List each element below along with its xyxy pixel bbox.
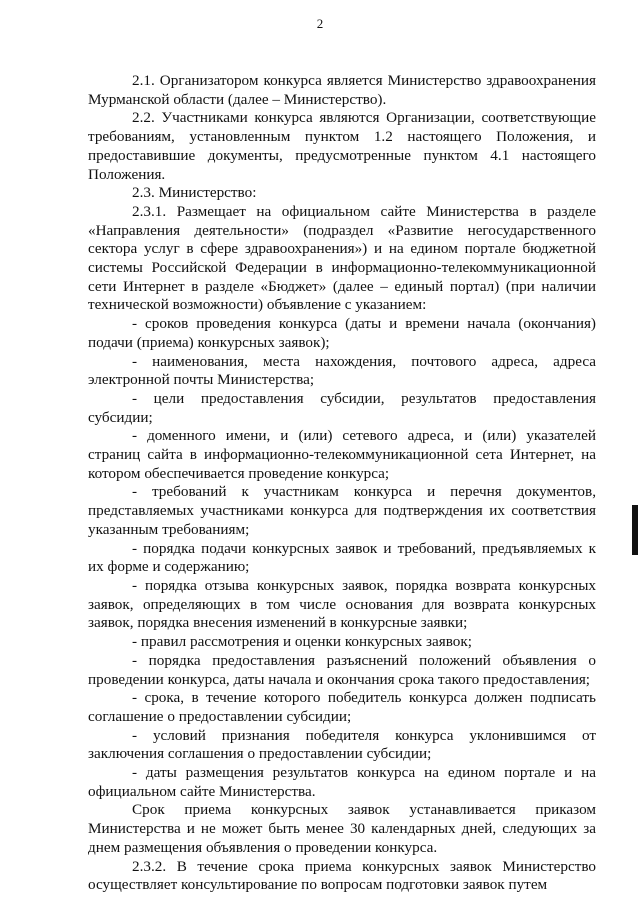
- list-item: - порядка отзыва конкурсных заявок, порядка возврата конкурсных заявок, определяющих в том числе основания для возврата конкурсных заявок, порядка внесения изменений в конкурсные заявки;: [88, 576, 596, 632]
- list-item: - наименования, места нахождения, почтового адреса, адреса электронной почты Министерства;: [88, 352, 596, 389]
- paragraph-2-3: 2.3. Министерство:: [132, 184, 257, 202]
- list-item: - цели предоставления субсидии, результатов предоставления субсидии;: [88, 389, 596, 426]
- list-item: - требований к участникам конкурса и перечня документов, представляемых участниками конкурса для подтверждения их соответствия указанным требованиям;: [88, 483, 596, 538]
- page-number: 2: [316, 16, 324, 31]
- list-item: - условий признания победителя конкурса уклонившимся от заключения соглашения о предоставлении субсидии;: [88, 726, 596, 763]
- list-item: - срока, в течение которого победитель конкурса должен подписать соглашение о предоставлении субсидии;: [88, 689, 596, 725]
- paragraph-2-2: 2.2. Участниками конкурса являются Организации, соответствующие требованиям, установленным пунктом 1.2 настоящего Положения, и предоставившие документы, предусмотренные пунктом 4.1 настоящего Положения.: [88, 109, 596, 183]
- list-item: - доменного имени, и (или) сетевого адреса, и (или) указателей страниц сайта в информационно-телекоммуникационной сета Интернет, на котором обеспечивается проведение конкурса;: [88, 427, 596, 482]
- list-item: - сроков проведения конкурса (даты и времени начала (окончания) подачи (приема) конкурсных заявок);: [88, 315, 596, 351]
- paragraph-deadline: Срок приема конкурсных заявок устанавливается приказом Министерства и не может быть менее 30 календарных дней, следующих за днем размещения объявления о проведении конкурса.: [88, 801, 596, 856]
- scan-edge-mark: [632, 505, 638, 555]
- document-body: [88, 72, 596, 895]
- paragraph-2-3-1: 2.3.1. Размещает на официальном сайте Министерства в разделе «Направления деятельности» (подраздел «Развитие негосударственного сектора услуг в сфере здравоохранения») и на едином портале бюджетной системы Российской Федерации в информационно-телекоммуникационной сети Интернет в разделе «Бюджет» (далее – единый портал) (при наличии технической возможности) объявление с указанием:: [88, 202, 596, 314]
- list-item: - даты размещения результатов конкурса на едином портале и на официальном сайте Министерства.: [88, 764, 596, 800]
- list-item: - порядка предоставления разъяснений положений объявления о проведении конкурса, даты начала и окончания срока такого предоставления;: [88, 651, 596, 688]
- paragraph-2-1: 2.1. Организатором конкурса является Министерство здравоохранения Мурманской области (далее – Министерство).: [88, 72, 596, 108]
- paragraph-2-3-2: 2.3.2. В течение срока приема конкурсных заявок Министерство осуществляет консультирование по вопросам подготовки заявок путем: [88, 857, 596, 894]
- list-item: - правил рассмотрения и оценки конкурсных заявок;: [132, 633, 472, 651]
- list-item: - порядка подачи конкурсных заявок и требований, предъявляемых к их форме и содержанию;: [88, 539, 596, 576]
